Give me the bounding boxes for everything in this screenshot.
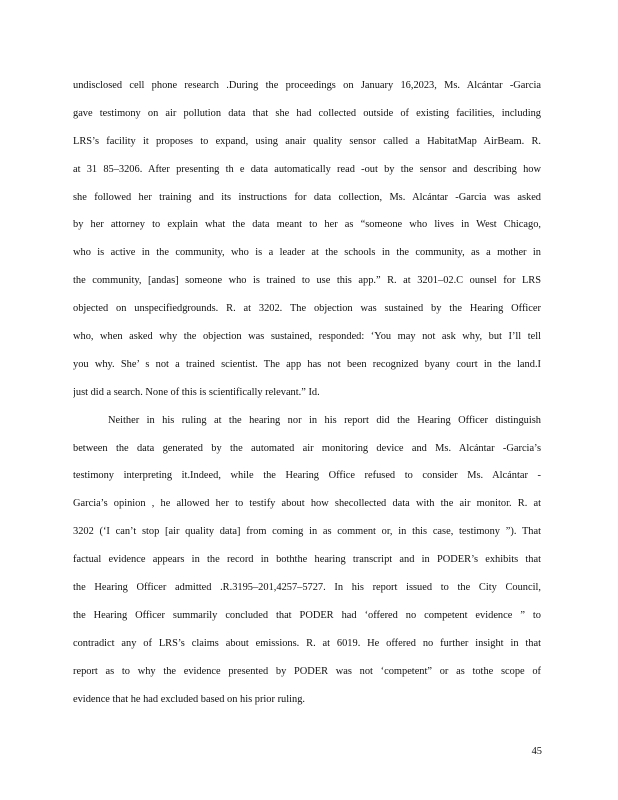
text-line: objected on unspecifiedgrounds. R. at 3202. The objection was sustained by the Hearing Officer: [73, 303, 541, 315]
text-line: by her attorney to explain what the data meant to her as “someone who lives in West Chicago,: [73, 219, 541, 231]
text-line: LRS’s facility it proposes to expand, using anair quality sensor called a HabitatMap AirBeam. R.: [73, 135, 541, 147]
text-line: who, when asked why the objection was sustained, responded: ‘You may not ask why, but I’ll tell: [73, 331, 541, 343]
text-line: undisclosed cell phone research .During the proceedings on January 16,2023, Ms. Alcántar -Garcia: [73, 80, 541, 91]
text-line: the community, [andas] someone who is trained to use this app.” R. at 3201–02.C ounsel for LRS: [73, 275, 541, 287]
page-number: 45: [531, 746, 542, 757]
text-line: the Hearing Officer summarily concluded that PODER had ‘offered no competent evidence ” to: [73, 609, 541, 621]
text-line: who is active in the community, who is a leader at the schools in the community, as a mother in: [73, 247, 541, 259]
text-line: the Hearing Officer admitted .R.3195–201,4257–5727. In his report issued to the City Council,: [73, 582, 541, 594]
text-line: at 31 85–3206. After presenting th e data automatically read -out by the sensor and describing how: [73, 163, 541, 175]
text-line: between the data generated by the automated air monitoring device and Ms. Alcántar -Garcia’s: [73, 442, 541, 454]
text-line: just did a search. None of this is scientifically relevant.” Id.: [73, 386, 320, 398]
text-line: 3202 (‘I can’t stop [air quality data] from coming in as comment or, in this case, testimony ”). That: [73, 526, 541, 538]
text-line: factual evidence appears in the record in boththe hearing transcript and in PODER’s exhibits that: [73, 554, 541, 566]
text-line: report as to why the evidence presented by PODER was not ‘competent” or as tothe scope of: [73, 665, 541, 677]
text-line: Neither in his ruling at the hearing nor in his report did the Hearing Officer distinguish: [108, 414, 541, 426]
document-body: [73, 72, 541, 713]
text-line: gave testimony on air pollution data that she had collected outside of existing facilities, including: [73, 107, 541, 119]
text-line: you why. She’ s not a trained scientist. The app has not been recognized byany court in the land.I: [73, 358, 541, 370]
text-line: evidence that he had excluded based on his prior ruling.: [73, 693, 305, 705]
text-line: testimony interpreting it.Indeed, while the Hearing Office refused to consider Ms. Alcántar -: [73, 470, 541, 482]
text-line: she followed her training and its instructions for data collection, Ms. Alcántar -Garcia was asked: [73, 191, 541, 203]
text-line: contradict any of LRS’s claims about emissions. R. at 6019. He offered no further insight in that: [73, 637, 541, 649]
text-line: Garcia’s opinion , he allowed her to testify about how shecollected data with the air monitor. R. at: [73, 498, 541, 510]
